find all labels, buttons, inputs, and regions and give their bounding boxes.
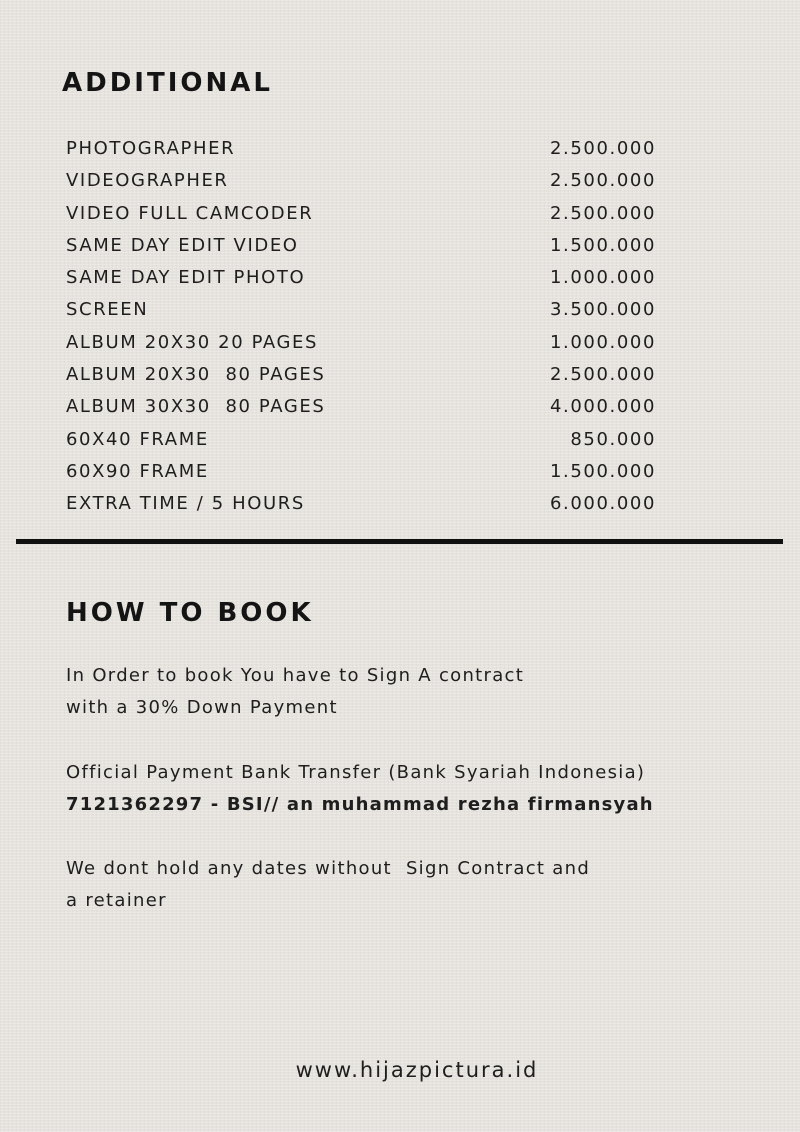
account-text: 7121362297 - BSI// an muhammad rezha firmansyah [66,794,654,815]
price-row [66,203,656,235]
additional-heading: ADDITIONAL [62,68,273,98]
item-price: 3.500.000 [549,299,656,321]
item-name: ALBUM 20X30 80 PAGES [66,364,326,386]
section-divider [16,539,783,544]
payment-text: Official Payment Bank Transfer (Bank Syariah Indonesia) [66,762,646,783]
item-name: SAME DAY EDIT VIDEO [66,234,299,256]
item-name: SCREEN [66,299,149,321]
price-row [66,364,656,396]
item-price: 2.500.000 [549,202,656,224]
price-row [66,461,656,493]
item-price: 1.500.000 [549,234,656,256]
how-to-book-heading: HOW TO BOOK [66,598,314,628]
website-url: www.hijazpictura.id [295,1058,539,1082]
item-price: 4.000.000 [549,396,656,418]
item-name: ALBUM 30X30 80 PAGES [66,396,326,418]
price-row [66,299,656,331]
price-row [66,332,656,364]
item-name: SAME DAY EDIT PHOTO [66,267,306,289]
item-name: PHOTOGRAPHER [66,138,236,159]
price-row [66,267,656,299]
contract-text: In Order to book You have to Sign A contract with a 30% Down Payment [66,665,525,718]
hold-dates-text: We dont hold any dates without Sign Contract and a retainer [66,858,591,911]
price-row [66,170,656,202]
price-row [66,235,656,267]
item-price: 850.000 [570,428,656,450]
price-row [66,138,656,170]
price-list [66,138,656,526]
item-price: 6.000.000 [549,493,656,515]
price-row [66,493,656,525]
item-price: 1.000.000 [549,331,656,353]
item-name: ALBUM 20X30 20 PAGES [66,331,319,353]
item-name: VIDEO FULL CAMCODER [66,202,314,224]
item-name: VIDEOGRAPHER [66,170,229,192]
item-name: 60X40 FRAME [66,428,209,450]
item-price: 2.500.000 [549,170,656,192]
price-row [66,429,656,461]
price-row [66,396,656,428]
item-price: 1.500.000 [549,460,656,482]
item-name: 60X90 FRAME [66,460,209,482]
item-name: EXTRA TIME / 5 HOURS [66,493,305,515]
item-price: 2.500.000 [549,364,656,386]
item-price: 2.500.000 [549,138,656,159]
item-price: 1.000.000 [549,267,656,289]
